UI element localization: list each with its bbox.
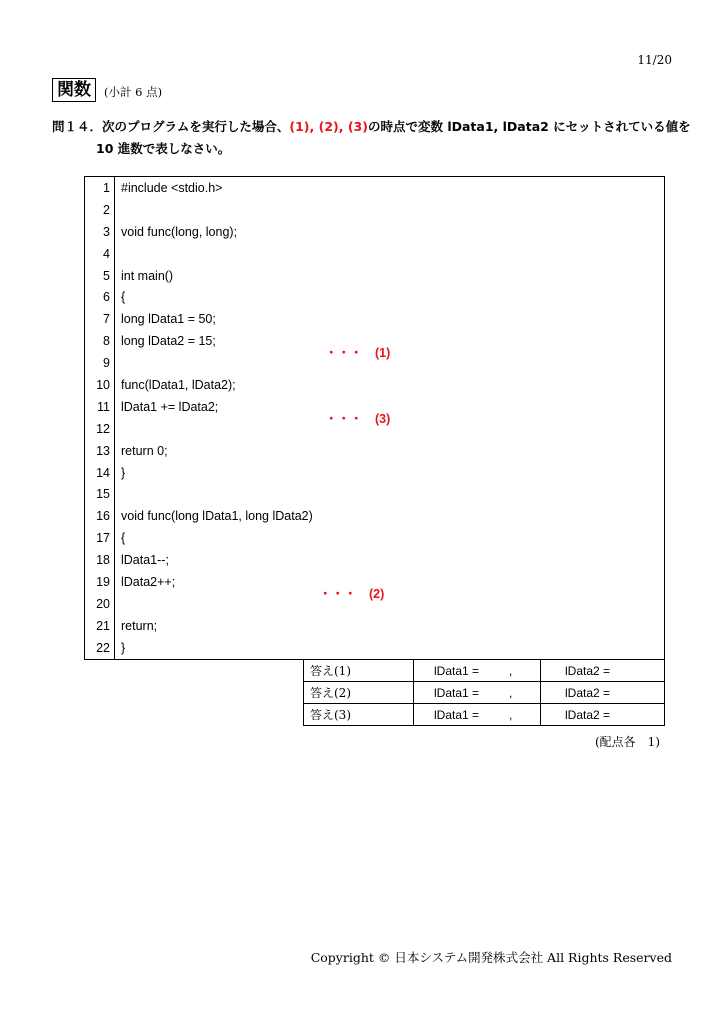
line-number: 2 xyxy=(85,199,115,221)
code-text: #include <stdio.h> xyxy=(121,180,223,195)
code-text: return; xyxy=(121,618,158,633)
code-line xyxy=(85,286,665,308)
code-line xyxy=(85,199,665,221)
line-number: 15 xyxy=(85,483,115,505)
code-line xyxy=(85,505,665,527)
marker-3: ・・・ (3) xyxy=(325,411,391,426)
answer-field-ldata2[interactable] xyxy=(541,682,665,704)
code-text xyxy=(115,483,665,505)
line-number: 19 xyxy=(85,571,115,593)
code-text: func(lData1, lData2); xyxy=(121,377,236,392)
code-text: { xyxy=(121,531,126,546)
marker-1: ・・・ (1) xyxy=(325,346,391,361)
code-text: long lData2 = 15; xyxy=(121,334,216,349)
line-number: 4 xyxy=(85,243,115,265)
code-text: return 0; xyxy=(121,443,168,458)
code-line xyxy=(85,440,665,462)
answer-row xyxy=(304,660,665,682)
answer-row xyxy=(304,682,665,704)
line-number: 18 xyxy=(85,549,115,571)
code-line xyxy=(85,462,665,484)
line-number: 5 xyxy=(85,265,115,287)
line-number: 16 xyxy=(85,505,115,527)
code-text: } xyxy=(121,640,126,655)
line-number: 12 xyxy=(85,418,115,440)
page-number: 11/20 xyxy=(637,53,672,67)
line-number: 22 xyxy=(85,637,115,659)
code-line xyxy=(85,527,665,549)
answer-field-ldata1[interactable] xyxy=(414,660,541,682)
code-line xyxy=(85,265,665,287)
code-text: int main() xyxy=(121,268,174,283)
code-line xyxy=(85,418,665,440)
section-subtotal: (小計 6 点) xyxy=(104,85,163,99)
answer-comma: , xyxy=(509,663,513,678)
code-text xyxy=(115,243,665,265)
code-text xyxy=(115,411,665,440)
question-markers: (1), (2), (3) xyxy=(289,119,368,134)
ldata2-label: lData2 = xyxy=(565,685,611,700)
code-text xyxy=(115,346,665,374)
code-text: lData2++; xyxy=(121,574,176,589)
code-text: lData1 += lData2; xyxy=(121,399,219,414)
score-note: (配点各 1) xyxy=(595,735,660,749)
code-line xyxy=(85,615,665,637)
line-number: 11 xyxy=(85,396,115,418)
answer-label: 答え(1) xyxy=(304,660,414,682)
answer-field-ldata2[interactable] xyxy=(541,704,665,726)
line-number: 1 xyxy=(85,177,115,199)
answer-label: 答え(3) xyxy=(304,704,414,726)
ldata1-label: lData1 = xyxy=(434,663,480,678)
line-number: 21 xyxy=(85,615,115,637)
line-number: 6 xyxy=(85,286,115,308)
line-number: 7 xyxy=(85,308,115,330)
answer-comma: , xyxy=(509,685,513,700)
code-line xyxy=(85,637,665,659)
line-number: 10 xyxy=(85,374,115,396)
code-line xyxy=(85,593,665,615)
code-line xyxy=(85,177,665,199)
marker-2: ・・・ (2) xyxy=(319,586,385,601)
code-text: void func(long, long); xyxy=(121,224,238,239)
answer-field-ldata1[interactable] xyxy=(414,704,541,726)
line-number: 13 xyxy=(85,440,115,462)
code-line xyxy=(85,374,665,396)
code-line xyxy=(85,243,665,265)
line-number: 17 xyxy=(85,527,115,549)
code-text xyxy=(115,586,665,615)
ldata2-label: lData2 = xyxy=(565,663,611,678)
code-text: { xyxy=(121,290,126,305)
question-suffix: の時点で変数 lData1, lData2 にセットされている値を xyxy=(367,119,691,134)
ldata2-label: lData2 = xyxy=(565,707,611,722)
question-line-1 xyxy=(52,117,691,135)
answer-comma: , xyxy=(509,707,513,722)
copyright: Copyright © 日本システム開発株式会社 All Rights Reserved xyxy=(310,950,672,965)
code-line xyxy=(85,352,665,374)
code-line xyxy=(85,549,665,571)
answer-label: 答え(2) xyxy=(304,682,414,704)
answer-field-ldata1[interactable] xyxy=(414,682,541,704)
code-text: long lData1 = 50; xyxy=(121,312,216,327)
ldata1-label: lData1 = xyxy=(434,685,480,700)
line-number: 20 xyxy=(85,593,115,615)
code-line xyxy=(85,308,665,330)
code-line xyxy=(85,221,665,243)
question-prefix: 問１４．次のプログラムを実行した場合、 xyxy=(52,119,290,134)
code-text: lData1--; xyxy=(121,553,169,568)
line-number: 8 xyxy=(85,330,115,352)
code-text xyxy=(115,199,665,221)
question-line-2: 10 進数で表しなさい。 xyxy=(96,141,231,156)
code-text: void func(long lData1, long lData2) xyxy=(121,509,313,524)
line-number: 9 xyxy=(85,352,115,374)
answer-table xyxy=(303,659,665,726)
ldata1-label: lData1 = xyxy=(434,707,480,722)
answer-row xyxy=(304,704,665,726)
code-listing xyxy=(84,176,665,660)
line-number: 3 xyxy=(85,221,115,243)
answer-field-ldata2[interactable] xyxy=(541,660,665,682)
section-title: 関数 xyxy=(52,78,96,102)
code-text: } xyxy=(121,465,126,480)
code-line xyxy=(85,483,665,505)
line-number: 14 xyxy=(85,462,115,484)
